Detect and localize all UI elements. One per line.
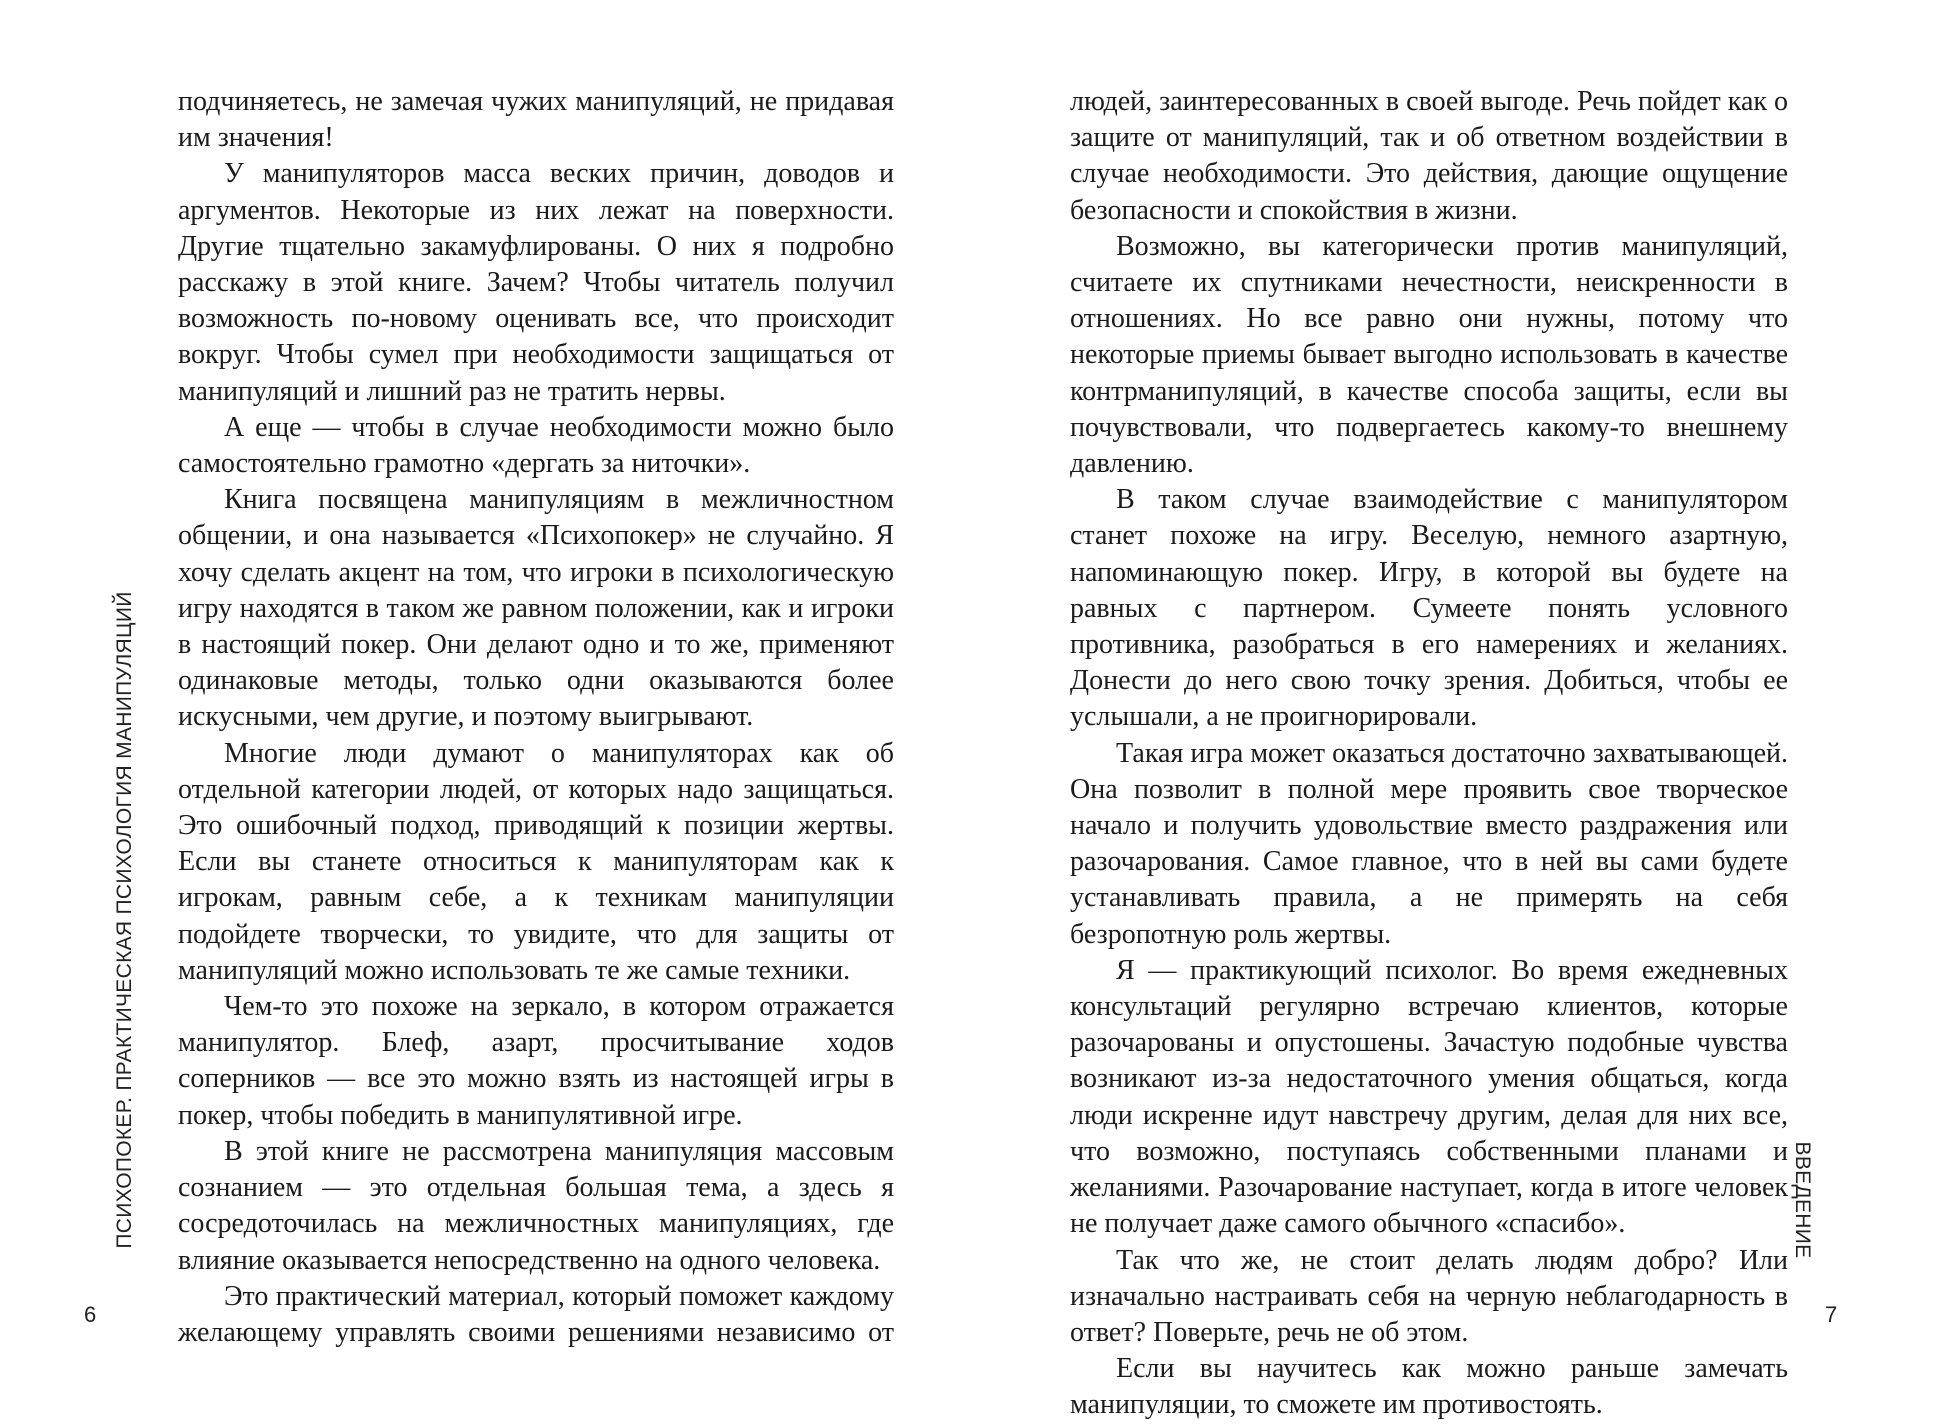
- page-number-right: 7: [1825, 1302, 1838, 1327]
- paragraph: подчиняетесь, не замечая чужих манипуляций, не придавая им значения!: [178, 86, 894, 154]
- right-text-block: [1070, 84, 1788, 1424]
- paragraph: У манипуляторов масса веских причин, доводов и аргументов. Некоторые из них лежат на поверхности. Другие тщательно закамуфлированы. О них я подробно расскажу в этой книге. Зачем? Чтобы читатель получил возможность по-новому оценивать все, что происходит вокруг. Чтобы сумел при необходимости защищаться от манипуляций и лишний раз не тратить нервы.: [178, 158, 894, 407]
- paragraph: В этой книге не рассмотрена манипуляция массовым сознанием — это отдельная большая тема, а здесь я сосредоточилась на межличностных манипуляциях, где влияние оказывается непосредственно на одного человека.: [178, 1135, 894, 1276]
- paragraph: Такая игра может оказаться достаточно захватывающей. Она позволит в полной мере проявить свое творческое начало и получить удовольствие вместо раздражения или разочарования. Самое главное, что в ней вы сами будете устанавливать правила, а не примерять на себя безропотную роль жертвы.: [1070, 737, 1788, 950]
- running-head-chapter-title: ВВЕДЕНИЕ: [1791, 1141, 1814, 1259]
- left-page: [0, 0, 973, 1416]
- paragraph: Я — практикующий психолог. Во время ежедневных консультаций регулярно встречаю клиентов, которые разочарованы и опустошены. Зачастую подобные чувства возникают из-за недостаточного умения общаться, когда люди искренне идут навстречу другим, делая для них все, что возможно, поступаясь собственными планами и желаниями. Разочарование наступает, когда в итоге человек не получает даже самого обычного «спасибо».: [1070, 954, 1788, 1240]
- paragraph: Это практический материал, который поможет каждому желающему управлять своими решениями независимо от: [178, 1280, 894, 1348]
- page-number-left: 6: [84, 1302, 97, 1327]
- paragraph: Если вы научитесь как можно раньше замечать манипуляции, то сможете им противостоять.: [1070, 1353, 1788, 1421]
- paragraph: Так что же, не стоит делать людям добро? Или изначально настраивать себя на черную неблагодарность в ответ? Поверьте, речь не об этом.: [1070, 1244, 1788, 1348]
- paragraph: Многие люди думают о манипуляторах как об отдельной категории людей, от которых надо защищаться. Это ошибочный подход, приводящий к позиции жертвы. Если вы станете относиться к манипуляторам как к игрокам, равным себе, а к техникам манипуляции подойдете творчески, то увидите, что для защиты от манипуляций можно использовать те же самые техники.: [178, 737, 894, 986]
- paragraph: людей, заинтересованных в своей выгоде. Речь пойдет как о защите от манипуляций, так и об ответном воздействии в случае необходимости. Это действия, дающие ощущение безопасности и спокойствия в жизни.: [1070, 86, 1788, 226]
- left-text-block: [178, 84, 894, 1351]
- paragraph: Чем-то это похоже на зеркало, в котором отражается манипулятор. Блеф, азарт, просчитывание ходов соперников — все это можно взять из настоящей игры в покер, чтобы победить в манипулятивной игре.: [178, 991, 894, 1131]
- right-page: [973, 0, 1946, 1421]
- paragraph: В таком случае взаимодействие с манипулятором станет похоже на игру. Веселую, немного азартную, напоминающую покер. Игру, в которой вы будете на равных с партнером. Сумеете понять условного противника, разобраться в его намерениях и желаниях. Донести до него свою точку зрения. Добиться, чтобы ее услышали, а не проигнорировали.: [1070, 484, 1788, 733]
- paragraph: Возможно, вы категорически против манипуляций, считаете их спутниками нечестности, неискренности в отношениях. Но все равно они нужны, потому что некоторые приемы бывает выгодно использовать в качестве контрманипуляций, в качестве способа защиты, если вы почувствовали, что подвергаетесь какому-то внешнему давлению.: [1070, 230, 1788, 480]
- paragraph: Книга посвящена манипуляциям в межличностном общении, и она называется «Психопокер» не случайно. Я хочу сделать акцент на том, что игроки в психологическую игру находятся в таком же равном положении, как и игроки в настоящий покер. Они делают одно и то же, применяют одинаковые методы, только одни оказываются более искусными, чем другие, и поэтому выигрывают.: [178, 484, 894, 733]
- paragraph: А еще — чтобы в случае необходимости можно было самостоятельно грамотно «дергать за ниточки».: [178, 411, 894, 480]
- running-head-book-title: ПСИХОПОКЕР. ПРАКТИЧЕСКАЯ ПСИХОЛОГИЯ МАНИПУЛЯЦИЙ: [113, 591, 136, 1249]
